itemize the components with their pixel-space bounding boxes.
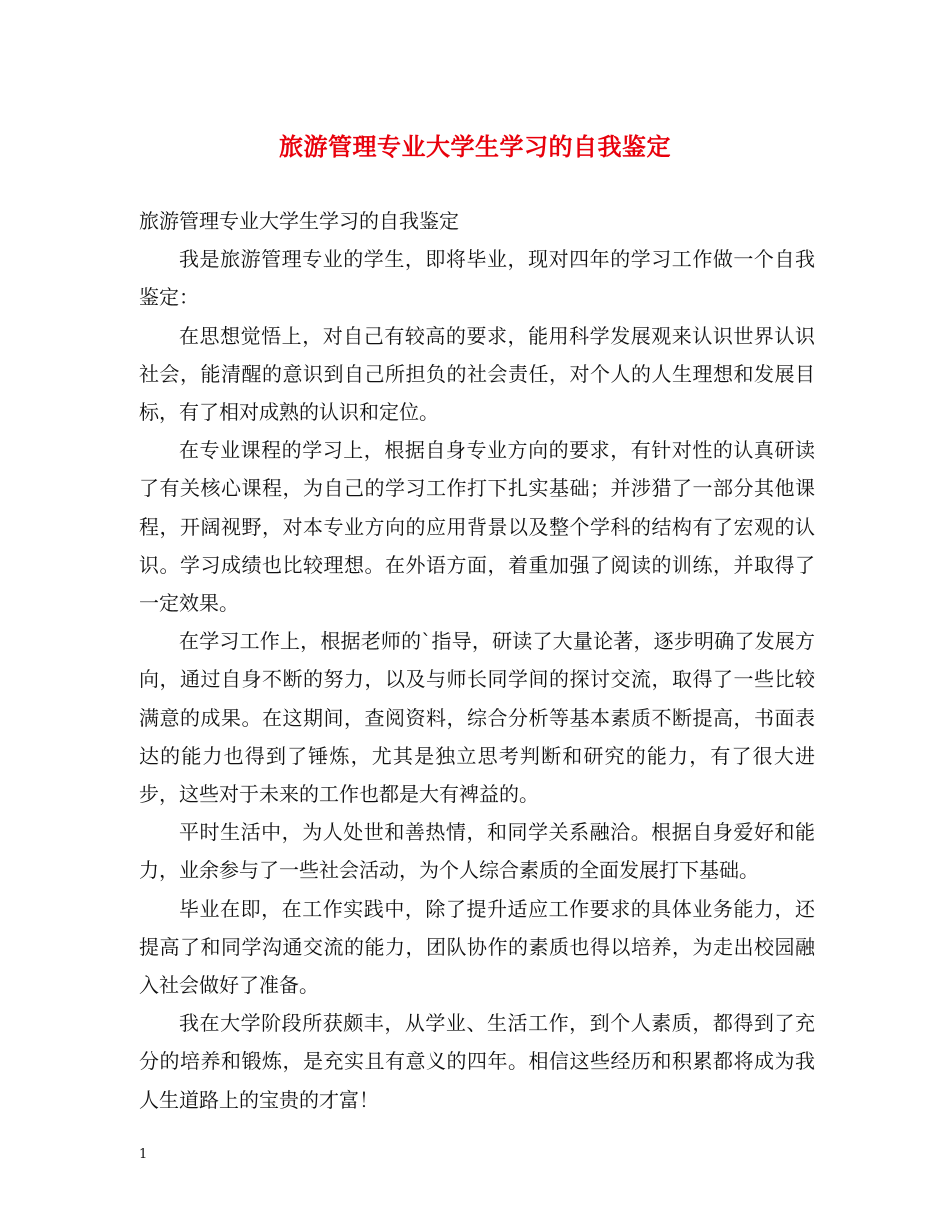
body-paragraph: 在专业课程的学习上，根据自身专业方向的要求，有针对性的认真研读了有关核心课程，为自己的学习工作打下扎实基础；并涉猎了一部分其他课程，开阔视野，对本专业方向的应用背景以及整个学科的结构有了宏观的认识。学习成绩也比较理想。在外语方面，着重加强了阅读的训练，并取得了一定效果。 [139, 438, 815, 616]
document-body [139, 202, 815, 1119]
body-paragraph: 我在大学阶段所获颇丰，从学业、生活工作，到个人素质，都得到了充分的培养和锻炼，是充实且有意义的四年。相信这些经历和积累都将成为我人生道路上的宝贵的才富！ [139, 1011, 815, 1112]
body-paragraph: 我是旅游管理专业的学生，即将毕业，现对四年的学习工作做一个自我鉴定： [139, 247, 815, 310]
body-paragraph: 平时生活中，为人处世和善热情，和同学关系融洽。根据自身爱好和能力，业余参与了一些社会活动，为个人综合素质的全面发展打下基础。 [139, 820, 815, 883]
body-paragraph: 在学习工作上，根据老师的`指导，研读了大量论著，逐步明确了发展方向，通过自身不断的努力，以及与师长同学间的探讨交流，取得了一些比较满意的成果。在这期间，查阅资料，综合分析等基本素质不断提高，书面表达的能力也得到了锤炼，尤其是独立思考判断和研究的能力，有了很大进步，这些对于未来的工作也都是大有裨益的。 [139, 629, 815, 807]
page-number: 1 [139, 1147, 148, 1162]
body-heading: 旅游管理专业大学生学习的自我鉴定 [139, 209, 459, 233]
body-paragraph: 毕业在即，在工作实践中，除了提升适应工作要求的具体业务能力，还提高了和同学沟通交流的能力，团队协作的素质也得以培养，为走出校园融入社会做好了准备。 [139, 896, 815, 998]
document-title: 旅游管理专业大学生学习的自我鉴定 [279, 132, 671, 161]
body-paragraph: 在思想觉悟上，对自己有较高的要求，能用科学发展观来认识世界认识社会，能清醒的意识到自己所担负的社会责任，对个人的人生理想和发展目标，有了相对成熟的认识和定位。 [139, 323, 815, 425]
